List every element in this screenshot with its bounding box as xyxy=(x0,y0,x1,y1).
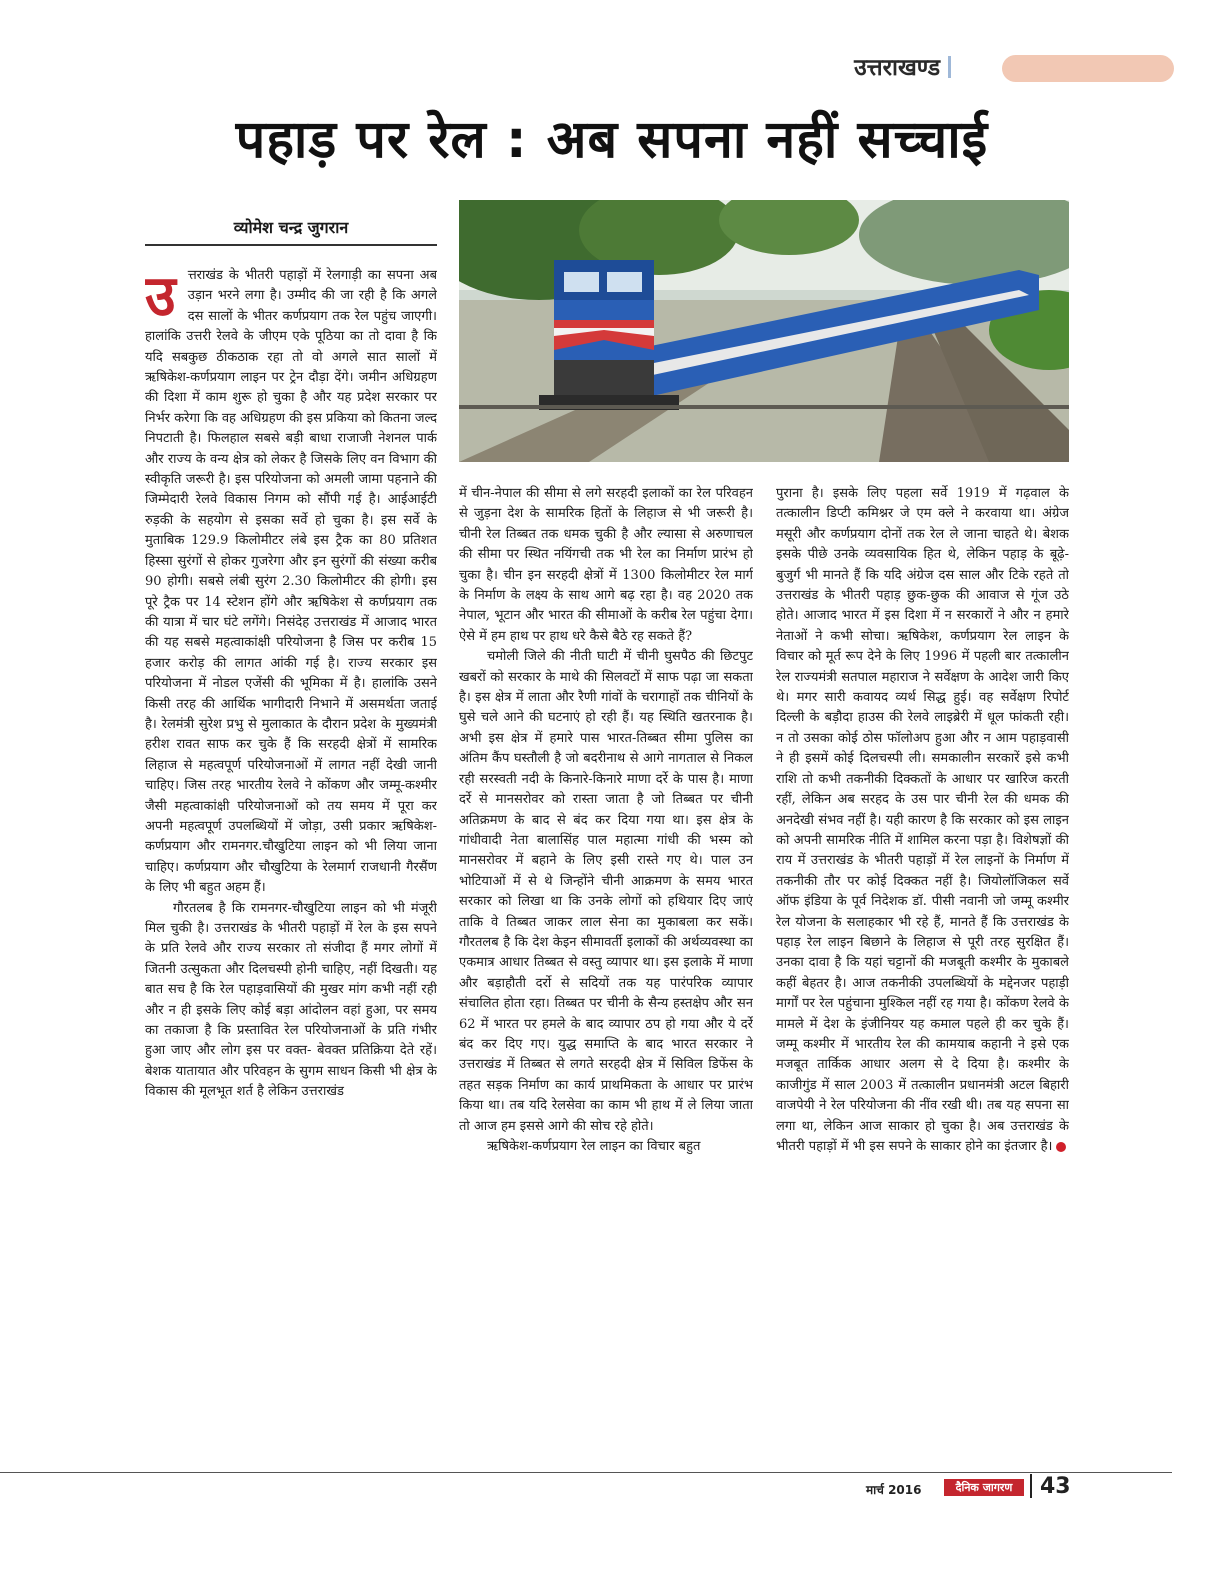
end-mark-icon xyxy=(1056,1142,1066,1152)
paragraph: गौरतलब है कि रामनगर-चौखुटिया लाइन को भी मंजूरी मिल चुकी है। उत्तराखंड के भीतरी पहाड़ों में रेल के इस सपने के प्रति रेलवे और राज्य सरकार तो संजीदा हैं मगर लोगों में जितनी उत्सुकता और दिलचस्पी होनी चाहिए, नहीं दिखती। यह बात सच है कि रेल पहाड़वासियों की मुखर मांग कभी नहीं रही और न ही इसके लिए कोई बड़ा आंदोलन वहां हुआ, पर समय का तकाजा है कि प्रस्तावित रेल परियोजनाओं के प्रति गंभीर हुआ जाए और लोग इस पर वक्त- बेवक्त प्रतिक्रिया देते रहें। बेशक यातायात और परिवहन के सुगम साधन किसी भी क्षेत्र के विकास की मूलभूत शर्त है लेकिन उत्तराखंड xyxy=(145,900,437,1100)
article-column-1 xyxy=(145,266,437,1456)
dropcap: उ xyxy=(145,266,176,329)
byline: व्योमेश चन्द्र जुगरान xyxy=(145,216,437,246)
page-number: 43 xyxy=(1040,1474,1071,1499)
paragraph-text: पुराना है। इसके लिए पहला सर्वे 1919 में गढ़वाल के तत्कालीन डिप्टी कमिश्नर जे एम क्ले ने करवाया था। अंग्रेज मसूरी और कर्णप्रयाग दोनों तक रेल ले जाना चाहते थे। बेशक इसके पीछे उनके व्यवसायिक हित थे, लेकिन पहाड़ के बूढ़े-बुजुर्ग भी मानते हैं कि यदि अंग्रेज दस साल और टिके रहते तो उत्तराखंड के भीतरी पहाड़ छुक-छुक की आवाज से गूंज उठे होते। आजाद भारत में इस दिशा में न सरकारों ने और न हमारे नेताओं ने कभी सोचा। ऋषिकेश, कर्णप्रयाग रेल लाइन के विचार को मूर्त रूप देने के लिए 1996 में पहली बार तत्कालीन रेल राज्यमंत्री सतपाल महाराज ने सर्वेक्षण के आदेश जारी किए थे। मगर सारी कवायद व्यर्थ सिद्ध हुई। वह सर्वेक्षण रिपोर्ट दिल्ली के बड़ौदा हाउस की रेलवे लाइब्रेरी में धूल फांकती रही। न तो उसका कोई ठोस फॉलोअप हुआ और न आम पहाड़वासी ने ही इसमें कोई दिलचस्पी ली। समकालीन सरकारें इसे कभी राशि तो कभी तकनीकी दिक्कतों के आधार पर खारिज करती रहीं, लेकिन अब सरहद के उस पार चीनी रेल की धमक की अनदेखी संभव नहीं है। यही कारण है कि सरकार को इस लाइन को अपनी सामरिक नीति में शामिल करना पड़ा है। विशेषज्ञों की राय में उत्तराखंड के भीतरी पहाड़ों में रेल लाइनों के निर्माण में तकनीकी तौर पर कोई दिक्कत नहीं है। जियोलॉजिकल सर्वे ऑफ इंडिया के पूर्व निदेशक डॉ. पीसी नवानी जो जम्मू कश्मीर रेल योजना के सलाहकार भी रहे हैं, मानते हैं कि उत्तराखंड के पहाड़ रेल लाइन बिछाने के लिहाज से पूरी तरह सुरक्षित हैं। उनका दावा है कि यहां चट्टानों की मजबूती कश्मीर के मुकाबले कहीं बेहतर है। आज तकनीकी उपलब्धियों के मद्देनजर पहाड़ी मार्गों पर रेल पहुंचाना मुश्किल नहीं रह गया है। कोंकण रेलवे के मामले में देश के इंजीनियर यह कमाल पहले ही कर चुके हैं। जम्मू कश्मीर में भारतीय रेल की कामयाब कहानी ने इसे एक मजबूत तार्किक आधार अलग से दे दिया है। कश्मीर के काजीगुंड में साल 2003 में तत्कालीन प्रधानमंत्री अटल बिहारी वाजपेयी ने रेल परियोजना की नींव रखी थी। तब यह सपना सा लगा था, लेकिन आज साकार हो चुका है। अब उत्तराखंड के भीतरी पहाड़ों में भी इस सपने के साकार होने का इंतजार है। xyxy=(776,486,1069,1154)
footer-divider xyxy=(1030,1474,1032,1498)
paragraph: चमोली जिले की नीती घाटी में चीनी घुसपैठ की छिटपुट खबरों को सरकार के माथे की सिलवटों में साफ पढ़ा जा सकता है। इस क्षेत्र में लाता और रैणी गांवों के चरागाहों तक चीनियों के घुसे चले आने की घटनाएं हो रही हैं। यह स्थिति खतरनाक है। अभी इस क्षेत्र में हमारे पास भारत-तिब्बत सीमा पुलिस का अंतिम कैंप घस्तौली है जो बदरीनाथ से आगे नागताल से निकल रही सरस्वती नदी के किनारे-किनारे माणा दर्रे के पास है। माणा दर्रे से मानसरोवर को रास्ता जाता है जो तिब्बत पर चीनी अतिक्रमण के बाद से बंद कर दिया गया था। इस क्षेत्र के गांधीवादी नेता बालासिंह पाल महात्मा गांधी की भस्म को मानसरोवर में बहाने के लिए इसी रास्ते गए थे। पाल उन भोटियाओं में से थे जिन्होंने चीनी आक्रमण के समय भारत सरकार को लिखा था कि उनके लोगों को हथियार दिए जाएं ताकि वे तिब्बत जाकर लाल सेना का मुकाबला कर सकें। गौरतलब है कि देश केइन सीमावर्ती इलाकों की अर्थव्यवस्था का एकमात्र आधार तिब्बत से वस्तु व्यापार था। इस इलाके में माणा और बड़ाहौती दर्रो से सदियों तक यह पारंपरिक व्यापार संचालित होता रहा। तिब्बत पर चीनी के सैन्य हस्तक्षेप और सन 62 में भारत पर हमले के बाद व्यापार ठप हो गया और ये दर्रे बंद कर दिए गए। युद्ध समाप्ति के बाद भारत सरकार ने उत्तराखंड में तिब्बत से लगते सरहदी क्षेत्र में सिविल डिफेंस के तहत सड़क निर्माण का कार्य प्राथमिकता के आधार पर प्रारंभ किया था। तब यदि रेलसेवा का काम भी हाथ में ले लिया जाता तो आज हम इससे आगे की सोच रहे होते। xyxy=(459,649,753,1134)
paragraph: त्तराखंड के भीतरी पहाड़ों में रेलगाड़ी का सपना अब उड़ान भरने लगा है। उम्मीद की जा रही है कि अगले दस सालों के भीतर कर्णप्रयाग तक रेल पहुंच जाएगी। हालांकि उत्तरी रेलवे के जीएम एके पूठिया का तो दावा है कि यदि सबकुछ ठीकठाक रहा तो वो अगले सात सालों में ऋषिकेश-कर्णप्रयाग लाइन पर ट्रेन दौड़ा देंगे। जमीन अधिग्रहण की दिशा में काम शुरू हो चुका है और यह प्रदेश सरकार पर निर्भर करेगा कि वह अधिग्रहण की इस प्रकिया को कितना जल्द निपटाती है। फिलहाल सबसे बड़ी बाधा राजाजी नेशनल पार्क और राज्य के वन्य क्षेत्र को लेकर है जिसके लिए वन विभाग की स्वीकृति जरूरी है। इस परियोजना को अमली जामा पहनाने की जिम्मेदारी रेलवे विकास निगम को सौंपी गई है। आईआईटी रुड़की के सहयोग से इसका सर्वे हो चुका है। इस सर्वे के मुताबिक 129.9 किलोमीटर लंबे इस ट्रैक का 80 प्रतिशत हिस्सा सुरंगों से होकर गुजरेगा और इन सुरंगों की संख्या करीब 90 होगी। सबसे लंबी सुरंग 2.30 किलोमीटर की होगी। इस पूरे ट्रैक पर 14 स्टेशन होंगे और ऋषिकेश से कर्णप्रयाग तक की यात्रा में चार घंटे लगेंगे। निसंदेह उत्तराखंड में आजाद भारत की यह सबसे महत्वाकांक्षी परियोजना है जिस पर करीब 15 हजार करोड़ की लागत आंकी गई है। राज्य सरकार इस परियोजना में नोडल एजेंसी की भूमिका में है। हालांकि उसने किसी तरह की आर्थिक भागीदारी निभाने में असमर्थता जताई है। रेलमंत्री सुरेश प्रभु से मुलाकात के दौरान प्रदेश के मुख्यमंत्री हरीश रावत साफ कर चुके हैं कि सरहदी क्षेत्रों में सामरिक लिहाज से महत्वपूर्ण परियोजनाओं में लागत नहीं देखी जानी चाहिए। जिस तरह भारतीय रेलवे ने कोंकण और जम्मू-कश्मीर जैसी महत्वाकांक्षी परियोजनाओं को तय समय में पूरा कर अपनी महत्वपूर्ण उपलब्धियों में जोड़ा, उसी प्रकार ऋषिकेश-कर्णप्रयाग और रामनगर.चौखुटिया लाइन को भी लिया जाना चाहिए। कर्णप्रयाग और चौखुटिया के रेलमार्ग राजधानी गैरसैंण के लिए भी बहुत अहम हैं। xyxy=(145,268,437,896)
headline: पहाड़ पर रेल : अब सपना नहीं सच्चाई xyxy=(235,110,989,170)
paragraph: ऋषिकेश-कर्णप्रयाग रेल लाइन का विचार बहुत xyxy=(487,1139,701,1154)
article-column-3 xyxy=(776,484,1069,1456)
article-column-2 xyxy=(459,484,753,1456)
footer-date: मार्च 2016 xyxy=(866,1483,922,1497)
train-photo xyxy=(459,200,1069,462)
paragraph xyxy=(776,484,1069,1157)
section-pill xyxy=(1002,55,1174,82)
section-divider xyxy=(948,56,951,78)
magazine-logo: दैनिक जागरण xyxy=(944,1479,1024,1496)
section-label: उत्तराखण्ड xyxy=(854,55,940,81)
paragraph: में चीन-नेपाल की सीमा से लगे सरहदी इलाकों का रेल परिवहन से जुड़ना देश के सामरिक हितों के लिहाज से भी जरूरी है। चीनी रेल तिब्बत तक धमक चुकी है और ल्यासा से अरुणाचल की सीमा पर स्थित नयिंगची तक भी रेल का निर्माण प्रारंभ हो चुका है। चीन इन सरहदी क्षेत्रों में 1300 किलोमीटर रेल मार्ग के निर्माण के लक्ष्य के साथ आगे बढ़ रहा है। वह 2020 तक नेपाल, भूटान और भारत की सीमाओं के करीब रेल पहुंचा देगा। ऐसे में हम हाथ पर हाथ धरे कैसे बैठे रह सकते हैं? xyxy=(459,486,753,644)
footer-rule xyxy=(0,1472,1172,1473)
